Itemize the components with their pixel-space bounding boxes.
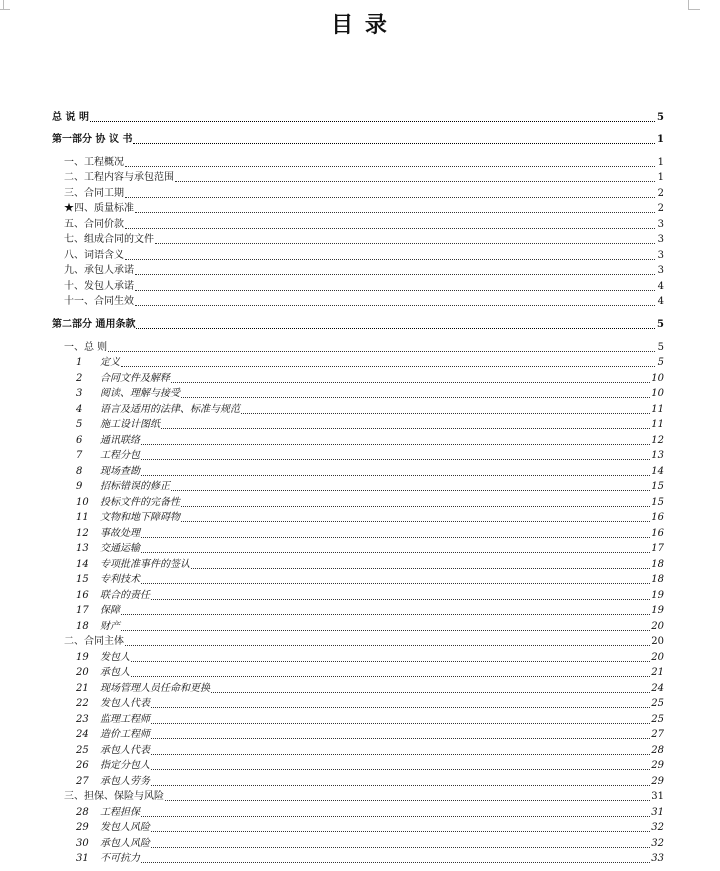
toc-dot-leader — [151, 846, 650, 848]
toc-entry-label: 三、合同工期 — [64, 188, 124, 199]
toc-entry-index: 23 — [76, 714, 89, 725]
toc-entry[interactable] — [52, 850, 664, 865]
toc-dot-leader — [151, 830, 650, 832]
toc-page-number: 25 — [651, 714, 664, 725]
toc-page-number: 31 — [651, 807, 664, 818]
toc-page-number: 11 — [651, 419, 664, 430]
toc-dot-leader — [175, 180, 655, 182]
toc-entry[interactable] — [52, 316, 664, 331]
toc-page-number: 15 — [651, 497, 664, 508]
toc-page-number: 1 — [657, 157, 664, 168]
toc-page-number: 2 — [657, 203, 664, 214]
toc-dot-leader — [131, 675, 650, 677]
toc-entry[interactable] — [52, 416, 664, 431]
toc-entry-label: 二、工程内容与承包范围 — [64, 172, 174, 183]
toc-entry-index: 28 — [76, 807, 89, 818]
toc-entry-label: 现场管理人员任命和更换 — [100, 683, 210, 694]
toc-dot-leader — [181, 396, 650, 398]
toc-entry[interactable] — [52, 463, 664, 478]
toc-entry-label: 工程分包 — [100, 450, 140, 461]
toc-dot-leader — [181, 505, 650, 507]
toc-page-number: 3 — [657, 250, 664, 261]
toc-entry[interactable] — [52, 804, 664, 819]
toc-dot-leader — [135, 273, 655, 275]
toc-entry[interactable] — [52, 293, 664, 308]
toc-entry-label: 一、工程概况 — [64, 157, 124, 168]
toc-entry-label: 语言及适用的法律、标准与规范 — [100, 404, 240, 415]
toc-dot-leader — [141, 458, 650, 460]
toc-entry[interactable] — [52, 278, 664, 293]
toc-entry[interactable] — [52, 540, 664, 555]
toc-entry[interactable] — [52, 835, 664, 850]
toc-page-number: 4 — [657, 296, 664, 307]
toc-entry-index: 13 — [76, 543, 89, 554]
toc-entry[interactable] — [52, 109, 664, 124]
toc-entry-label: 现场查勘 — [100, 466, 140, 477]
toc-entry-label: 保障 — [100, 605, 120, 616]
toc-entry-index: 15 — [76, 574, 89, 585]
toc-entry-label: 承包人 — [100, 667, 130, 678]
toc-page-number: 1 — [657, 172, 664, 183]
toc-dot-leader — [151, 598, 650, 600]
toc-entry-label: 投标文件的完备性 — [100, 497, 180, 508]
toc-entry-label: 事故处理 — [100, 528, 140, 539]
toc-page-number: 29 — [651, 760, 664, 771]
toc-dot-leader — [151, 753, 650, 755]
toc-page-number: 27 — [651, 729, 664, 740]
toc-dot-leader — [165, 799, 650, 801]
toc-entry-label: 指定分包人 — [100, 760, 150, 771]
toc-page-number: 16 — [651, 512, 664, 523]
toc-entry-label: 监理工程师 — [100, 714, 150, 725]
toc-entry[interactable] — [52, 819, 664, 834]
toc-entry-label: 七、组成合同的文件 — [64, 234, 154, 245]
toc-entry-index: 12 — [76, 528, 89, 539]
toc-dot-leader — [161, 427, 650, 429]
toc-dot-leader — [141, 861, 650, 863]
toc-entry-label: 一、总 则 — [64, 342, 108, 353]
toc-dot-leader — [135, 211, 655, 213]
toc-page-number: 32 — [651, 838, 664, 849]
toc-page-number: 31 — [651, 791, 664, 802]
toc-entry[interactable] — [52, 432, 664, 447]
toc-page-number: 20 — [651, 652, 664, 663]
toc-page-number: 17 — [651, 543, 664, 554]
toc-entry[interactable] — [52, 525, 664, 540]
toc-entry[interactable] — [52, 385, 664, 400]
toc-entry-label: 造价工程师 — [100, 729, 150, 740]
toc-dot-leader — [125, 644, 650, 646]
toc-entry[interactable] — [52, 664, 664, 679]
toc-entry-label: 专利技术 — [100, 574, 140, 585]
toc-entry-label: 承包人风险 — [100, 838, 150, 849]
toc-entry[interactable] — [52, 757, 664, 772]
toc-page-number: 15 — [651, 481, 664, 492]
toc-dot-leader — [155, 242, 655, 244]
toc-page-number: 18 — [651, 559, 664, 570]
toc-entry[interactable] — [52, 788, 664, 803]
toc-entry[interactable] — [52, 478, 664, 493]
toc-entry[interactable] — [52, 216, 664, 231]
toc-entry-label: 专项批准事件的签认 — [100, 559, 190, 570]
toc-dot-leader — [90, 120, 655, 122]
toc-entry-label: 施工设计图纸 — [100, 419, 160, 430]
toc-dot-leader — [151, 722, 650, 724]
toc-dot-leader — [125, 258, 655, 260]
toc-entry-index: 25 — [76, 745, 89, 756]
toc-entry-label: 通讯联络 — [100, 435, 140, 446]
toc-page-number: 32 — [651, 822, 664, 833]
toc-entry-index: 11 — [76, 512, 89, 523]
toc-entry-label: 招标错误的修正 — [100, 481, 170, 492]
toc-page-number: 21 — [651, 667, 664, 678]
toc-page-number: 20 — [651, 621, 664, 632]
toc-entry-label: 不可抗力 — [100, 853, 140, 864]
toc-entry[interactable] — [52, 571, 664, 586]
toc-page-number: 29 — [651, 776, 664, 787]
toc-dot-leader — [135, 289, 655, 291]
toc-dot-leader — [171, 489, 650, 491]
toc-page-number: 5 — [657, 112, 664, 123]
toc-entry[interactable] — [52, 370, 664, 385]
toc-dot-leader — [141, 815, 650, 817]
toc-entry-label: 二、合同主体 — [64, 636, 124, 647]
toc-dot-leader — [151, 768, 650, 770]
toc-page-number: 25 — [651, 698, 664, 709]
toc-entry-label: 交通运输 — [100, 543, 140, 554]
toc-entry-index: 2 — [76, 373, 83, 384]
toc-page-number: 33 — [651, 853, 664, 864]
toc-entry[interactable] — [52, 131, 664, 146]
toc-entry[interactable] — [52, 649, 664, 664]
toc-page-number: 14 — [651, 466, 664, 477]
toc-page-number: 5 — [657, 319, 664, 330]
toc-entry[interactable] — [52, 680, 664, 695]
toc-page-number: 20 — [651, 636, 664, 647]
toc-entry-label: 承包人劳务 — [100, 776, 150, 787]
toc-entry[interactable] — [52, 556, 664, 571]
toc-dot-leader — [181, 520, 650, 522]
toc-entry[interactable] — [52, 773, 664, 788]
toc-entry[interactable] — [52, 742, 664, 757]
toc-entry[interactable] — [52, 494, 664, 509]
toc-dot-leader — [125, 227, 655, 229]
toc-entry[interactable] — [52, 633, 664, 648]
toc-dot-leader — [125, 165, 655, 167]
toc-dot-leader — [171, 381, 650, 383]
toc-dot-leader — [191, 567, 650, 569]
toc-dot-leader — [121, 629, 650, 631]
toc-dot-leader — [241, 412, 650, 414]
toc-dot-leader — [131, 660, 650, 662]
toc-entry-label: 发包人代表 — [100, 698, 150, 709]
toc-page-number: 19 — [651, 605, 664, 616]
toc-entry-label: 第二部分 通用条款 — [52, 319, 136, 330]
toc-entry-index: 10 — [76, 497, 89, 508]
toc-dot-leader — [121, 613, 650, 615]
toc-entry-label: 五、合同价款 — [64, 219, 124, 230]
toc-entry-index: 29 — [76, 822, 89, 833]
toc-entry-label: 合同文件及解释 — [100, 373, 170, 384]
toc-entry-label: 发包人风险 — [100, 822, 150, 833]
toc-entry-index: 17 — [76, 605, 89, 616]
toc-dot-leader — [136, 327, 655, 329]
toc-page-number: 3 — [657, 219, 664, 230]
toc-entry-label: 联合的责任 — [100, 590, 150, 601]
toc-entry-label: 定义 — [100, 357, 120, 368]
toc-entry-index: 19 — [76, 652, 89, 663]
toc-entry[interactable] — [52, 231, 664, 246]
toc-entry-index: 3 — [76, 388, 83, 399]
toc-dot-leader — [141, 551, 650, 553]
toc-entry[interactable] — [52, 447, 664, 462]
toc-entry-index: 9 — [76, 481, 83, 492]
toc-entry-index: 21 — [76, 683, 89, 694]
toc-entry-index: 5 — [76, 419, 83, 430]
toc-entry[interactable] — [52, 587, 664, 602]
toc-dot-leader — [141, 474, 650, 476]
toc-dot-leader — [141, 443, 650, 445]
toc-entry-label: 文物和地下障碍物 — [100, 512, 180, 523]
toc-page-number: 18 — [651, 574, 664, 585]
toc-entry-label: 九、承包人承诺 — [64, 265, 134, 276]
toc-entry-index: 4 — [76, 404, 83, 415]
toc-page-number: 10 — [651, 373, 664, 384]
toc-entry-label: 第一部分 协 议 书 — [52, 134, 133, 145]
toc-entry-index: 26 — [76, 760, 89, 771]
toc-entry-label: ★四、质量标准 — [64, 203, 134, 214]
toc-dot-leader — [135, 304, 655, 306]
toc-entry[interactable] — [52, 200, 664, 215]
toc-entry-index: 30 — [76, 838, 89, 849]
toc-entry-label: 工程担保 — [100, 807, 140, 818]
toc-entry[interactable] — [52, 602, 664, 617]
toc-page-number: 5 — [657, 357, 664, 368]
toc-dot-leader — [151, 706, 650, 708]
toc-entry-label: 八、词语含义 — [64, 250, 124, 261]
toc-page-number: 3 — [657, 234, 664, 245]
toc-page-number: 13 — [651, 450, 664, 461]
toc-entry-index: 7 — [76, 450, 83, 461]
toc-entry-label: 三、担保、保险与风险 — [64, 791, 164, 802]
toc-title: 目 录 — [331, 13, 389, 38]
toc-entry[interactable] — [52, 401, 664, 416]
toc-page-number: 3 — [657, 265, 664, 276]
toc-entry[interactable] — [52, 262, 664, 277]
toc-entry-index: 6 — [76, 435, 83, 446]
toc-page-number: 28 — [651, 745, 664, 756]
toc-page-number: 19 — [651, 590, 664, 601]
toc-dot-leader — [211, 691, 650, 693]
toc-entry-label: 总 说 明 — [52, 112, 89, 123]
toc-entry-index: 1 — [76, 357, 83, 368]
toc-page-number: 5 — [657, 342, 664, 353]
toc-dot-leader — [151, 784, 650, 786]
toc-entry-index: 18 — [76, 621, 89, 632]
toc-entry-index: 16 — [76, 590, 89, 601]
toc-entry[interactable] — [52, 711, 664, 726]
toc-entry-label: 阅读、理解与接受 — [100, 388, 180, 399]
toc-entry[interactable] — [52, 154, 664, 169]
toc-entry[interactable] — [52, 509, 664, 524]
toc-page-number: 16 — [651, 528, 664, 539]
toc-entry-label: 十一、合同生效 — [64, 296, 134, 307]
toc-entry-index: 31 — [76, 853, 89, 864]
toc-entry[interactable] — [52, 726, 664, 741]
toc-page-number: 10 — [651, 388, 664, 399]
toc-dot-leader — [141, 582, 650, 584]
toc-page-number: 24 — [651, 683, 664, 694]
toc-dot-leader — [133, 142, 655, 144]
toc-entry[interactable] — [52, 339, 664, 354]
toc-entry-index: 24 — [76, 729, 89, 740]
toc-entry-label: 财产 — [100, 621, 120, 632]
toc-page-number: 12 — [651, 435, 664, 446]
toc-dot-leader — [141, 536, 650, 538]
toc-entry-label: 承包人代表 — [100, 745, 150, 756]
toc-entry[interactable] — [52, 169, 664, 184]
toc-entry-index: 8 — [76, 466, 83, 477]
toc-page-number: 11 — [651, 404, 664, 415]
toc-entry-label: 十、发包人承诺 — [64, 281, 134, 292]
toc-entry-label: 发包人 — [100, 652, 130, 663]
toc-dot-leader — [121, 365, 655, 367]
toc-entry[interactable] — [52, 185, 664, 200]
toc-entry-index: 27 — [76, 776, 89, 787]
toc-entry[interactable] — [52, 247, 664, 262]
toc-page-number: 4 — [657, 281, 664, 292]
toc-entry-index: 14 — [76, 559, 89, 570]
toc-entry-index: 20 — [76, 667, 89, 678]
toc-page-number: 2 — [657, 188, 664, 199]
toc-dot-leader — [151, 737, 650, 739]
toc-entry[interactable] — [52, 695, 664, 710]
toc-dot-leader — [108, 350, 655, 352]
toc-entry[interactable] — [52, 354, 664, 369]
toc-page-number: 1 — [657, 134, 664, 145]
toc-entry[interactable] — [52, 618, 664, 633]
toc-dot-leader — [125, 196, 655, 198]
toc-entry-index: 22 — [76, 698, 89, 709]
